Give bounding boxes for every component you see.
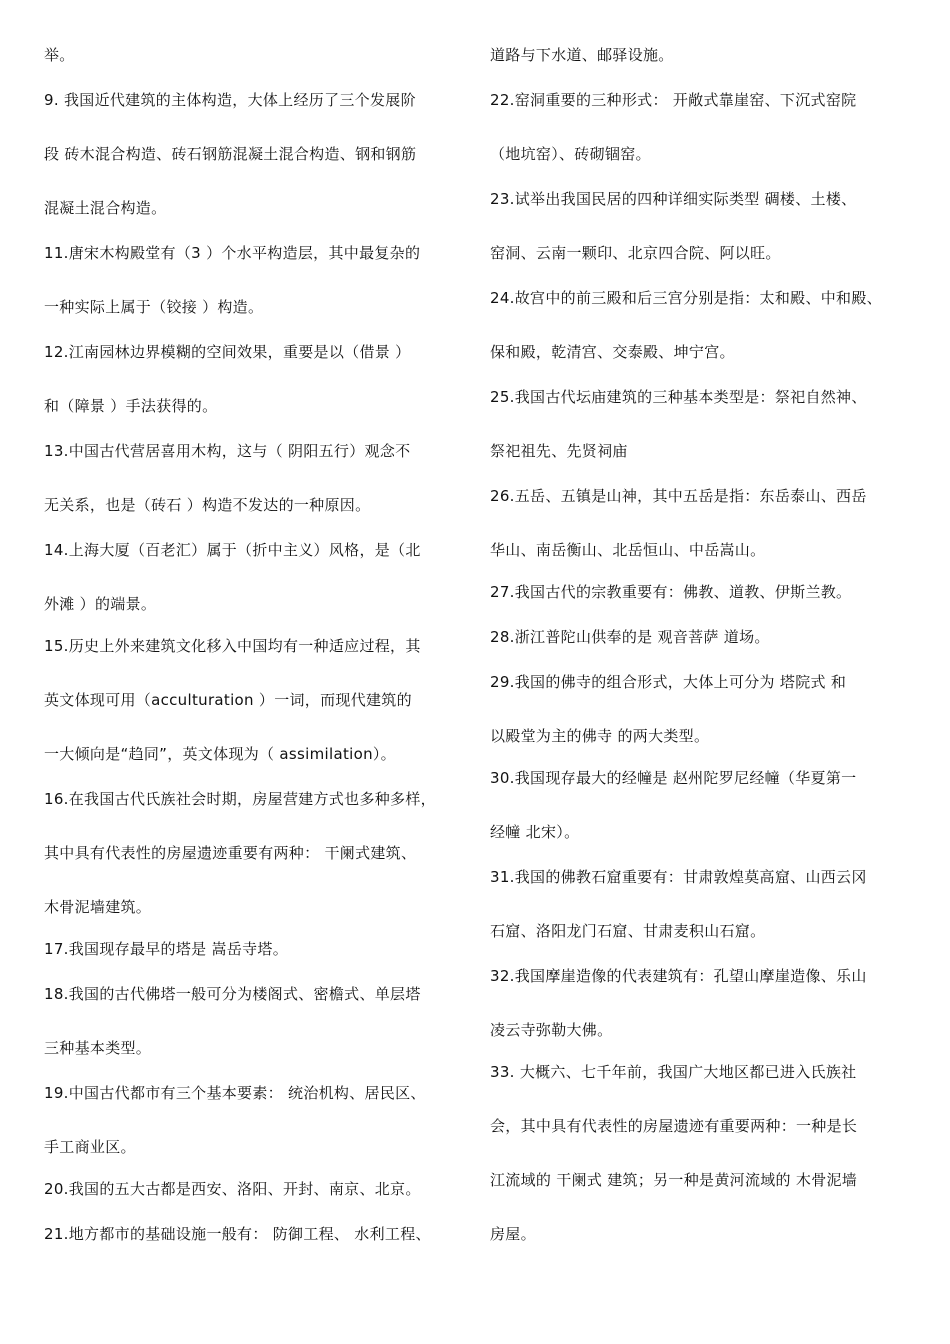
text-line: 14.上海大厦（百老汇）属于（折中主义）风格，是（北 [44, 541, 421, 559]
text-line: 9. 我国近代建筑的主体构造，大体上经历了三个发展阶 [44, 91, 416, 109]
text-line: 窑洞、云南一颗印、北京四合院、阿以旺。 [490, 244, 781, 262]
text-line: 木骨泥墙建筑。 [44, 898, 152, 916]
text-line: 保和殿，乾清宫、交泰殿、坤宁宫。 [490, 343, 735, 361]
text-line: 道路与下水道、邮驿设施。 [490, 46, 674, 64]
text-line: 凌云寺弥勒大佛。 [490, 1021, 613, 1039]
text-line: 11.唐宋木构殿堂有（3 ）个水平构造层，其中最复杂的 [44, 244, 421, 262]
text-line: 举。 [44, 46, 75, 64]
text-line: 其中具有代表性的房屋遗迹重要有两种： 干阑式建筑、 [44, 844, 417, 862]
text-line: 20.我国的五大古都是西安、洛阳、开封、南京、北京。 [44, 1180, 421, 1198]
text-line: 祭祀祖先、先贤祠庙 [490, 442, 628, 460]
text-line: 29.我国的佛寺的组合形式，大体上可分为 塔院式 和 [490, 673, 847, 691]
text-line: 12.江南园林边界模糊的空间效果，重要是以（借景 ） [44, 343, 411, 361]
text-line: 21.地方都市的基础设施一般有： 防御工程、 水利工程、 [44, 1225, 431, 1243]
text-line: 石窟、洛阳龙门石窟、甘肃麦积山石窟。 [490, 922, 766, 940]
text-line: 26.五岳、五镇是山神，其中五岳是指：东岳泰山、西岳 [490, 487, 867, 505]
text-line: 22.窑洞重要的三种形式： 开敞式靠崖窑、下沉式窑院 [490, 91, 857, 109]
text-line: 英文体现可用（acculturation ）一词，而现代建筑的 [44, 691, 412, 709]
text-line: 31.我国的佛教石窟重要有：甘肃敦煌莫高窟、山西云冈 [490, 868, 867, 886]
text-line: 19.中国古代都市有三个基本要素： 统治机构、居民区、 [44, 1084, 426, 1102]
text-line: （地坑窑）、砖砌锢窑。 [490, 145, 651, 163]
text-line: 16.在我国古代氏族社会时期，房屋营建方式也多种多样， [44, 790, 436, 808]
text-line: 32.我国摩崖造像的代表建筑有：孔望山摩崖造像、乐山 [490, 967, 867, 985]
text-line: 一种实际上属于（铰接 ）构造。 [44, 298, 264, 316]
text-line: 手工商业区。 [44, 1138, 136, 1156]
text-line: 33. 大概六、七千年前，我国广大地区都已进入氏族社 [490, 1063, 857, 1081]
text-line: 混凝土混合构造。 [44, 199, 167, 217]
text-line: 会，其中具有代表性的房屋遗迹有重要两种：一种是长 [490, 1117, 858, 1135]
text-line: 25.我国古代坛庙建筑的三种基本类型是：祭祀自然神、 [490, 388, 867, 406]
text-line: 13.中国古代营居喜用木构，这与（ 阴阳五行）观念不 [44, 442, 411, 460]
text-line: 房屋。 [490, 1225, 536, 1243]
text-line: 和（障景 ）手法获得的。 [44, 397, 218, 415]
text-line: 以殿堂为主的佛寺 的两大类型。 [490, 727, 710, 745]
text-line: 三种基本类型。 [44, 1039, 152, 1057]
text-line: 23.试举出我国民居的四种详细实际类型 碉楼、土楼、 [490, 190, 857, 208]
text-line: 15.历史上外来建筑文化移入中国均有一种适应过程，其 [44, 637, 421, 655]
text-line: 江流域的 干阑式 建筑；另一种是黄河流域的 木骨泥墙 [490, 1171, 858, 1189]
text-line: 27.我国古代的宗教重要有：佛教、道教、伊斯兰教。 [490, 583, 852, 601]
text-line: 24.故宫中的前三殿和后三宫分别是指：太和殿、中和殿、 [490, 289, 882, 307]
text-line: 28.浙江普陀山供奉的是 观音菩萨 道场。 [490, 628, 770, 646]
text-line: 华山、南岳衡山、北岳恒山、中岳嵩山。 [490, 541, 766, 559]
text-line: 经幢 北宋）。 [490, 823, 580, 841]
text-line: 段 砖木混合构造、砖石钢筋混凝土混合构造、钢和钢筋 [44, 145, 417, 163]
text-line: 30.我国现存最大的经幢是 赵州陀罗尼经幢（华夏第一 [490, 769, 857, 787]
text-line: 一大倾向是“趋同”，英文体现为（ assimilation）。 [44, 745, 396, 763]
text-line: 17.我国现存最早的塔是 嵩岳寺塔。 [44, 940, 289, 958]
text-line: 外滩 ）的端景。 [44, 595, 157, 613]
text-line: 无关系，也是（砖石 ）构造不发达的一种原因。 [44, 496, 371, 514]
text-line: 18.我国的古代佛塔一般可分为楼阁式、密檐式、单层塔 [44, 985, 421, 1003]
